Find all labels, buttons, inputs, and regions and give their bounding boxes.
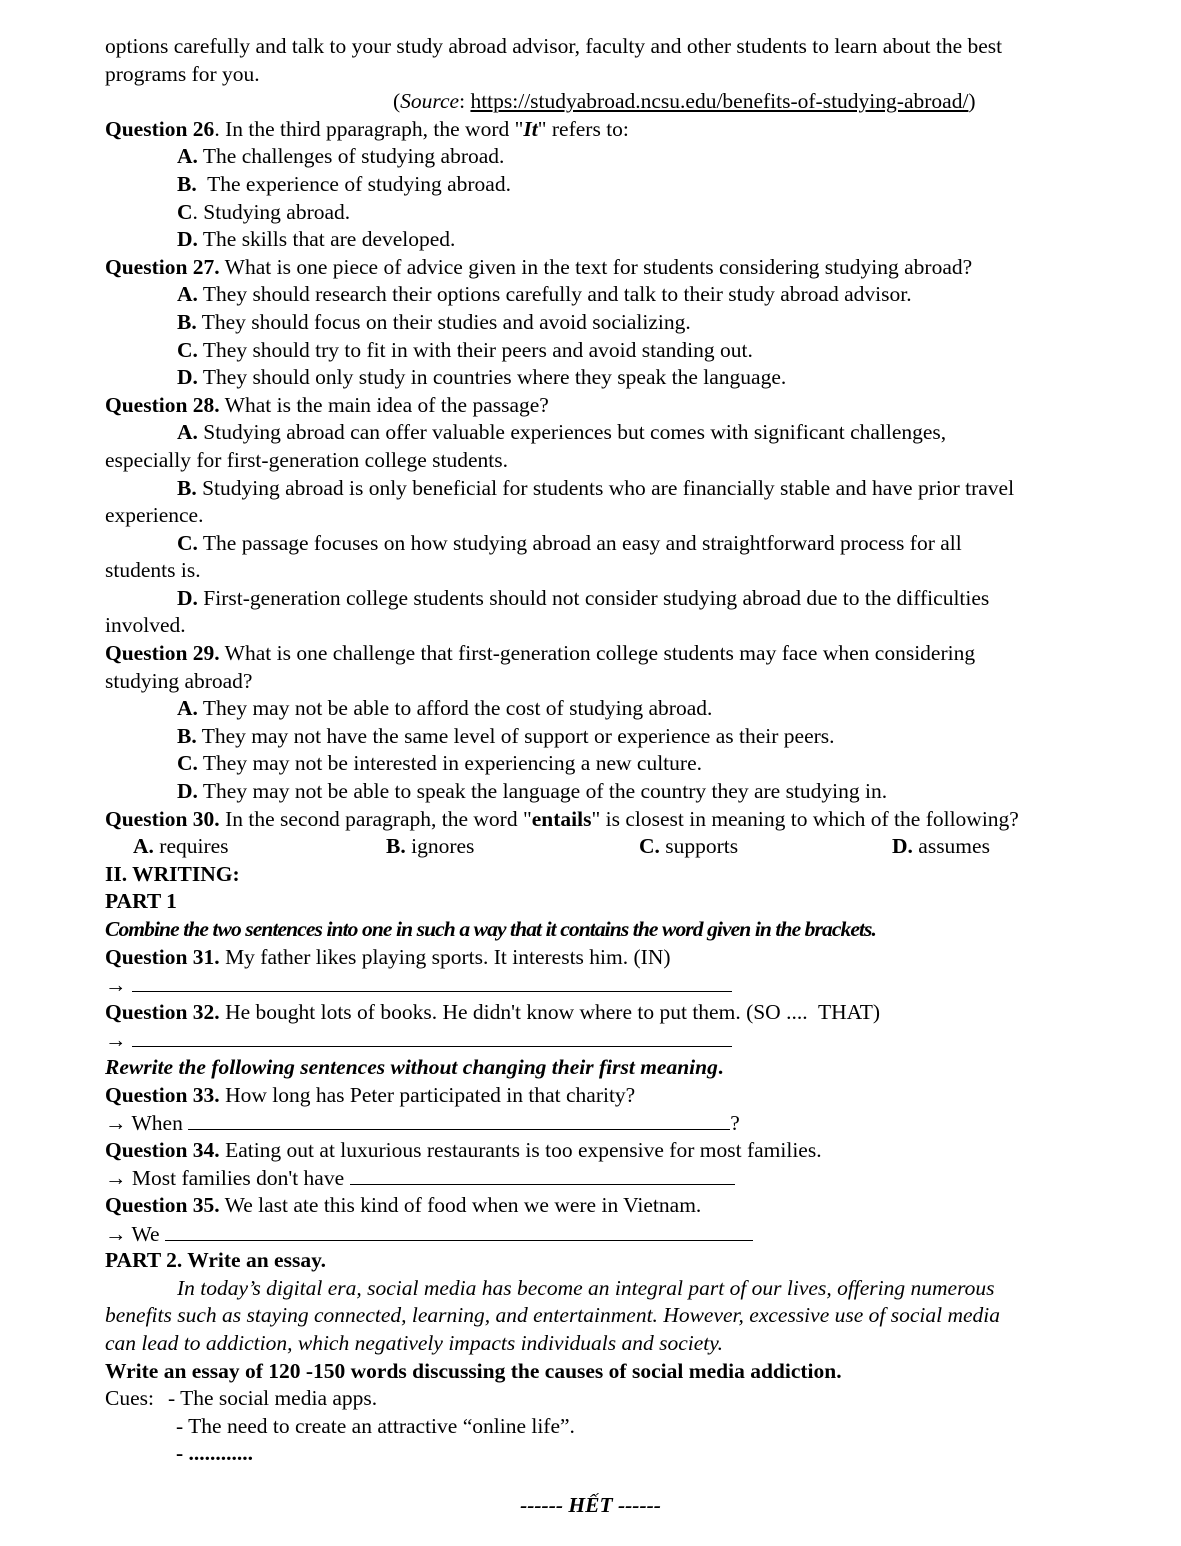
cues-label: Cues: [105, 1386, 154, 1411]
answer-blank[interactable] [132, 971, 732, 992]
question-32-answer: → [105, 1026, 1145, 1054]
option-b: B. The experience of studying abroad. [177, 171, 511, 196]
question-30-stem: Question 30. In the second paragraph, the word "entails" is closest in meaning to which of the following? [105, 806, 1019, 831]
option-c: C. supports [639, 834, 739, 859]
option-a-continued: especially for first-generation college students. [105, 447, 508, 472]
part-1-title: PART 1 [105, 889, 177, 914]
option-d: D. The skills that are developed. [177, 227, 456, 252]
essay-prompt-line: can lead to addiction, which negatively impacts individuals and society. [105, 1330, 724, 1355]
option-d: D. They may not be able to speak the language of the country they are studying in. [177, 779, 888, 804]
answer-blank[interactable] [132, 1026, 732, 1047]
directive-combine: Combine the two sentences into one in such a way that it contains the word given in the brackets. [105, 917, 876, 941]
question-29-stem-continued: studying abroad? [105, 668, 253, 693]
option-c: C. They should try to fit in with their peers and avoid standing out. [177, 337, 753, 362]
question-31-stem: Question 31. My father likes playing sports. It interests him. (IN) [105, 944, 671, 969]
question-26-stem: Question 26. In the third pparagraph, the word "It" refers to: [105, 116, 629, 141]
question-28-stem: Question 28. What is the main idea of the passage? [105, 392, 549, 417]
option-c: C. Studying abroad. [177, 199, 351, 224]
page-content [105, 33, 1145, 1468]
end-mark: ------ HẾT ------ [520, 1493, 661, 1517]
question-35-answer: → We [105, 1220, 1145, 1248]
option-a: A. The challenges of studying abroad. [177, 144, 505, 169]
option-a: A. requires [133, 834, 229, 859]
question-33-stem: Question 33. How long has Peter participated in that charity? [105, 1082, 636, 1107]
essay-prompt-line: benefits such as staying connected, learning, and entertainment. However, excessive use of social media [105, 1303, 1001, 1328]
option-c: C. They may not be interested in experiencing a new culture. [177, 751, 702, 776]
option-a: A. They should research their options carefully and talk to their study abroad advisor. [177, 282, 912, 307]
question-35-stem: Question 35. We last ate this kind of food when we were in Vietnam. [105, 1192, 702, 1217]
option-d: D. assumes [892, 834, 990, 859]
cues-line [105, 1385, 1145, 1413]
option-b: B. Studying abroad is only beneficial for students who are financially stable and have prior travel [177, 475, 1015, 500]
answer-blank[interactable] [165, 1220, 753, 1241]
answer-blank[interactable] [188, 1109, 730, 1130]
question-29-stem: Question 29. What is one challenge that first-generation college students may face when considering [105, 641, 976, 666]
option-b: B. They should focus on their studies and avoid socializing. [177, 309, 691, 334]
source-citation: (Source: https://studyabroad.ncsu.edu/benefits-of-studying-abroad/) [393, 89, 976, 114]
option-d: D. They should only study in countries where they speak the language. [177, 365, 787, 390]
option-a: A. They may not be able to afford the cost of studying abroad. [177, 696, 713, 721]
option-c-continued: students is. [105, 558, 201, 583]
source-link[interactable]: https://studyabroad.ncsu.edu/benefits-of-studying-abroad/ [470, 89, 969, 114]
question-27-stem: Question 27. What is one piece of advice given in the text for students considering studying abroad? [105, 254, 973, 279]
option-b-continued: experience. [105, 503, 204, 528]
question-32-stem: Question 32. He bought lots of books. He didn't know where to put them. (SO .... THAT) [105, 999, 881, 1024]
part-2-title: PART 2. Write an essay. [105, 1248, 327, 1273]
option-d-continued: involved. [105, 613, 186, 638]
option-c: C. The passage focuses on how studying abroad an easy and straightforward process for all [177, 530, 962, 555]
question-34-answer: → Most families don't have [105, 1164, 1145, 1192]
directive-rewrite: Rewrite the following sentences without changing their first meaning. [105, 1054, 724, 1079]
keyword: entails [531, 806, 592, 831]
cue-item: - The need to create an attractive “online life”. [176, 1413, 575, 1438]
question-34-stem: Question 34. Eating out at luxurious restaurants is too expensive for most families. [105, 1137, 822, 1162]
answer-blank[interactable] [350, 1164, 735, 1185]
option-a: A. Studying abroad can offer valuable experiences but comes with significant challenges, [177, 420, 947, 445]
essay-prompt-line: In today’s digital era, social media has become an integral part of our lives, offering numerous [177, 1275, 995, 1300]
option-d: D. First-generation college students should not consider studying abroad due to the difficulties [177, 585, 990, 610]
cue-item: - ............ [176, 1441, 254, 1466]
passage-line: options carefully and talk to your study abroad advisor, faculty and other students to learn about the best [105, 34, 1003, 58]
cue-item: - The social media apps. [167, 1386, 378, 1411]
option-b: B. ignores [386, 834, 475, 859]
passage-line: programs for you. [105, 61, 260, 86]
question-30-options [105, 833, 1145, 861]
option-b: B. They may not have the same level of support or experience as their peers. [177, 723, 835, 748]
source-label: Source [400, 89, 460, 114]
section-title: II. WRITING: [105, 861, 240, 886]
question-33-answer: → When ? [105, 1111, 740, 1136]
essay-task: Write an essay of 120 -150 words discussing the causes of social media addiction. [105, 1358, 842, 1383]
question-31-answer: → [105, 971, 1145, 999]
keyword: It [523, 116, 538, 141]
